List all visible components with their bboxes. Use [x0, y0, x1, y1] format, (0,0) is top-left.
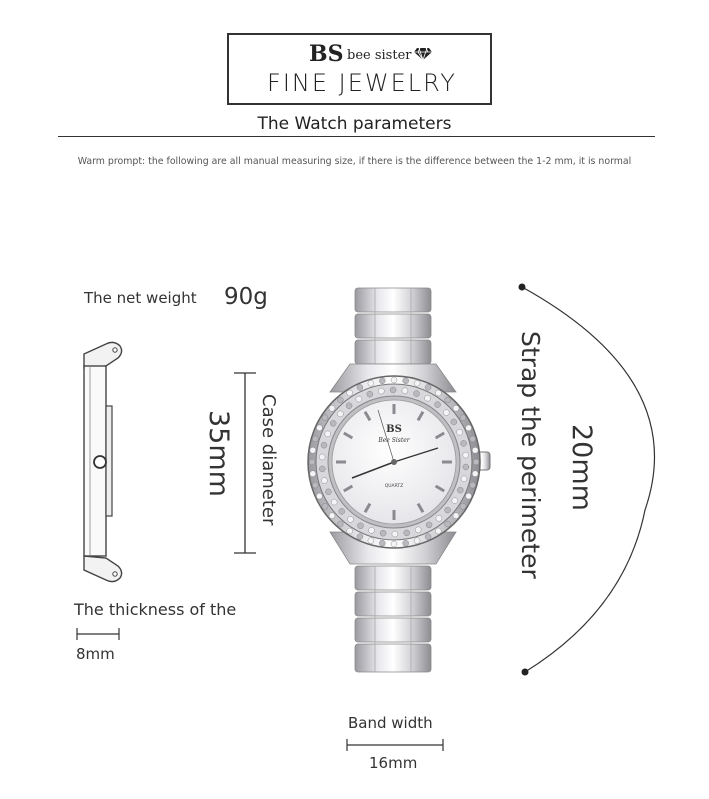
- bezel-crystal: [322, 503, 328, 509]
- bezel-crystal: [337, 411, 343, 417]
- bezel-crystal: [367, 391, 373, 397]
- bezel-crystal: [356, 396, 362, 402]
- bezel-crystal: [325, 489, 331, 495]
- bezel-crystal: [473, 459, 479, 465]
- bezel-crystal: [463, 452, 469, 458]
- case-diameter-bracket: [230, 370, 260, 556]
- case-diameter-value: 35mm: [203, 410, 234, 497]
- band-width-bracket: [344, 737, 448, 753]
- thickness-bracket: [74, 626, 124, 642]
- bezel-crystal: [329, 405, 335, 411]
- bezel-crystal: [331, 499, 337, 505]
- bezel-crystal: [329, 513, 335, 519]
- bezel-crystal: [403, 540, 409, 546]
- bezel-crystal: [358, 523, 364, 529]
- bezel-crystal: [310, 471, 316, 477]
- dial-movement: QUARTZ: [384, 484, 404, 489]
- bezel-crystal: [325, 431, 331, 437]
- logo-box: [227, 33, 492, 105]
- bezel-crystal: [445, 521, 451, 527]
- bezel-crystal: [445, 397, 451, 403]
- bezel-crystal: [337, 397, 343, 403]
- bezel-crystal: [453, 513, 459, 519]
- bezel-crystal: [414, 538, 420, 544]
- bezel-crystal: [461, 440, 467, 446]
- net-weight-value: 90g: [224, 284, 268, 310]
- watch-side-profile: [70, 336, 130, 588]
- bezel-crystal: [425, 384, 431, 390]
- thickness-label: The thickness of the: [74, 600, 237, 619]
- bezel-crystal: [452, 498, 458, 504]
- bezel-crystal: [472, 471, 478, 477]
- thickness-value: 8mm: [76, 645, 115, 663]
- bezel-crystal: [310, 447, 316, 453]
- bezel-crystal: [312, 482, 318, 488]
- bezel-crystal: [414, 391, 420, 397]
- case-diameter-label: Case diameter: [258, 394, 279, 526]
- bracelet-bottom: [330, 532, 456, 672]
- bezel-crystal: [466, 493, 472, 499]
- page-title-text: The Watch parameters: [252, 114, 458, 134]
- dial-brand-name: Bee Sister: [378, 437, 410, 444]
- bezel-crystal: [402, 388, 408, 394]
- bezel-crystal: [451, 419, 457, 425]
- warm-prompt: Warm prompt: the following are all manual measuring size, if there is the difference between the 1-2 mm, it is normal: [77, 156, 632, 167]
- bezel-crystal: [322, 415, 328, 421]
- bezel-crystal: [369, 527, 375, 533]
- diamond-icon: [413, 47, 433, 61]
- bezel-crystal: [436, 515, 442, 521]
- strap-perimeter-label: Strap the perimeter: [516, 331, 545, 579]
- band-width-value: 16mm: [369, 754, 418, 772]
- bezel-crystal: [435, 390, 441, 396]
- bezel-crystal: [425, 395, 431, 401]
- bezel-crystal: [319, 454, 325, 460]
- bezel-crystal: [368, 380, 374, 386]
- bezel-crystal: [339, 508, 345, 514]
- bezel-crystal: [348, 516, 354, 522]
- bezel-crystal: [445, 507, 451, 513]
- bezel-crystal: [319, 466, 325, 472]
- bezel-crystal: [392, 531, 398, 537]
- logo-brand: bee sister: [347, 48, 412, 63]
- bezel-crystal: [425, 534, 431, 540]
- page-title: [0, 114, 709, 134]
- band-width-label: Band width: [348, 714, 433, 732]
- bezel-crystal: [379, 378, 385, 384]
- bezel-crystal: [321, 442, 327, 448]
- bezel-crystal: [337, 521, 343, 527]
- bezel-crystal: [357, 534, 363, 540]
- bezel-crystal: [312, 436, 318, 442]
- bezel-crystal: [457, 429, 463, 435]
- bezel-crystal: [463, 464, 469, 470]
- heading-divider: [58, 136, 655, 137]
- bezel-crystal: [330, 420, 336, 426]
- bezel-crystal: [347, 528, 353, 534]
- bezel-crystal: [368, 538, 374, 544]
- bezel-crystal: [380, 530, 386, 536]
- bezel-crystal: [470, 436, 476, 442]
- bezel-crystal: [472, 447, 478, 453]
- bezel-crystal: [426, 522, 432, 528]
- bezel-crystal: [321, 478, 327, 484]
- bezel-crystal: [461, 476, 467, 482]
- bezel-crystal: [316, 425, 322, 431]
- bezel-crystal: [460, 503, 466, 509]
- bezel-crystal: [316, 493, 322, 499]
- bezel-crystal: [414, 380, 420, 386]
- dial-brand-initials: BS: [386, 424, 402, 435]
- bezel-crystal: [347, 390, 353, 396]
- logo-tagline: FINE JEWELRY: [267, 69, 457, 97]
- bezel-crystal: [390, 387, 396, 393]
- bezel-crystal: [453, 405, 459, 411]
- bezel-crystal: [379, 540, 385, 546]
- bezel-crystal: [357, 384, 363, 390]
- bezel-crystal: [391, 377, 397, 383]
- bezel-crystal: [415, 527, 421, 533]
- bezel-crystal: [309, 459, 315, 465]
- bezel-crystal: [460, 415, 466, 421]
- logo-initials: BS: [309, 41, 344, 67]
- bezel-crystal: [378, 388, 384, 394]
- bezel-crystal: [457, 487, 463, 493]
- watch-front-image: [300, 282, 500, 684]
- bezel-crystal: [466, 425, 472, 431]
- bezel-crystal: [391, 541, 397, 547]
- net-weight-label: The net weight: [84, 289, 197, 307]
- bezel-crystal: [443, 410, 449, 416]
- bezel-crystal: [435, 402, 441, 408]
- strap-perimeter-value: 20mm: [566, 424, 597, 511]
- bezel-crystal: [470, 482, 476, 488]
- bezel-crystal: [404, 530, 410, 536]
- bezel-crystal: [435, 528, 441, 534]
- bezel-crystal: [346, 403, 352, 409]
- bezel-crystal: [403, 378, 409, 384]
